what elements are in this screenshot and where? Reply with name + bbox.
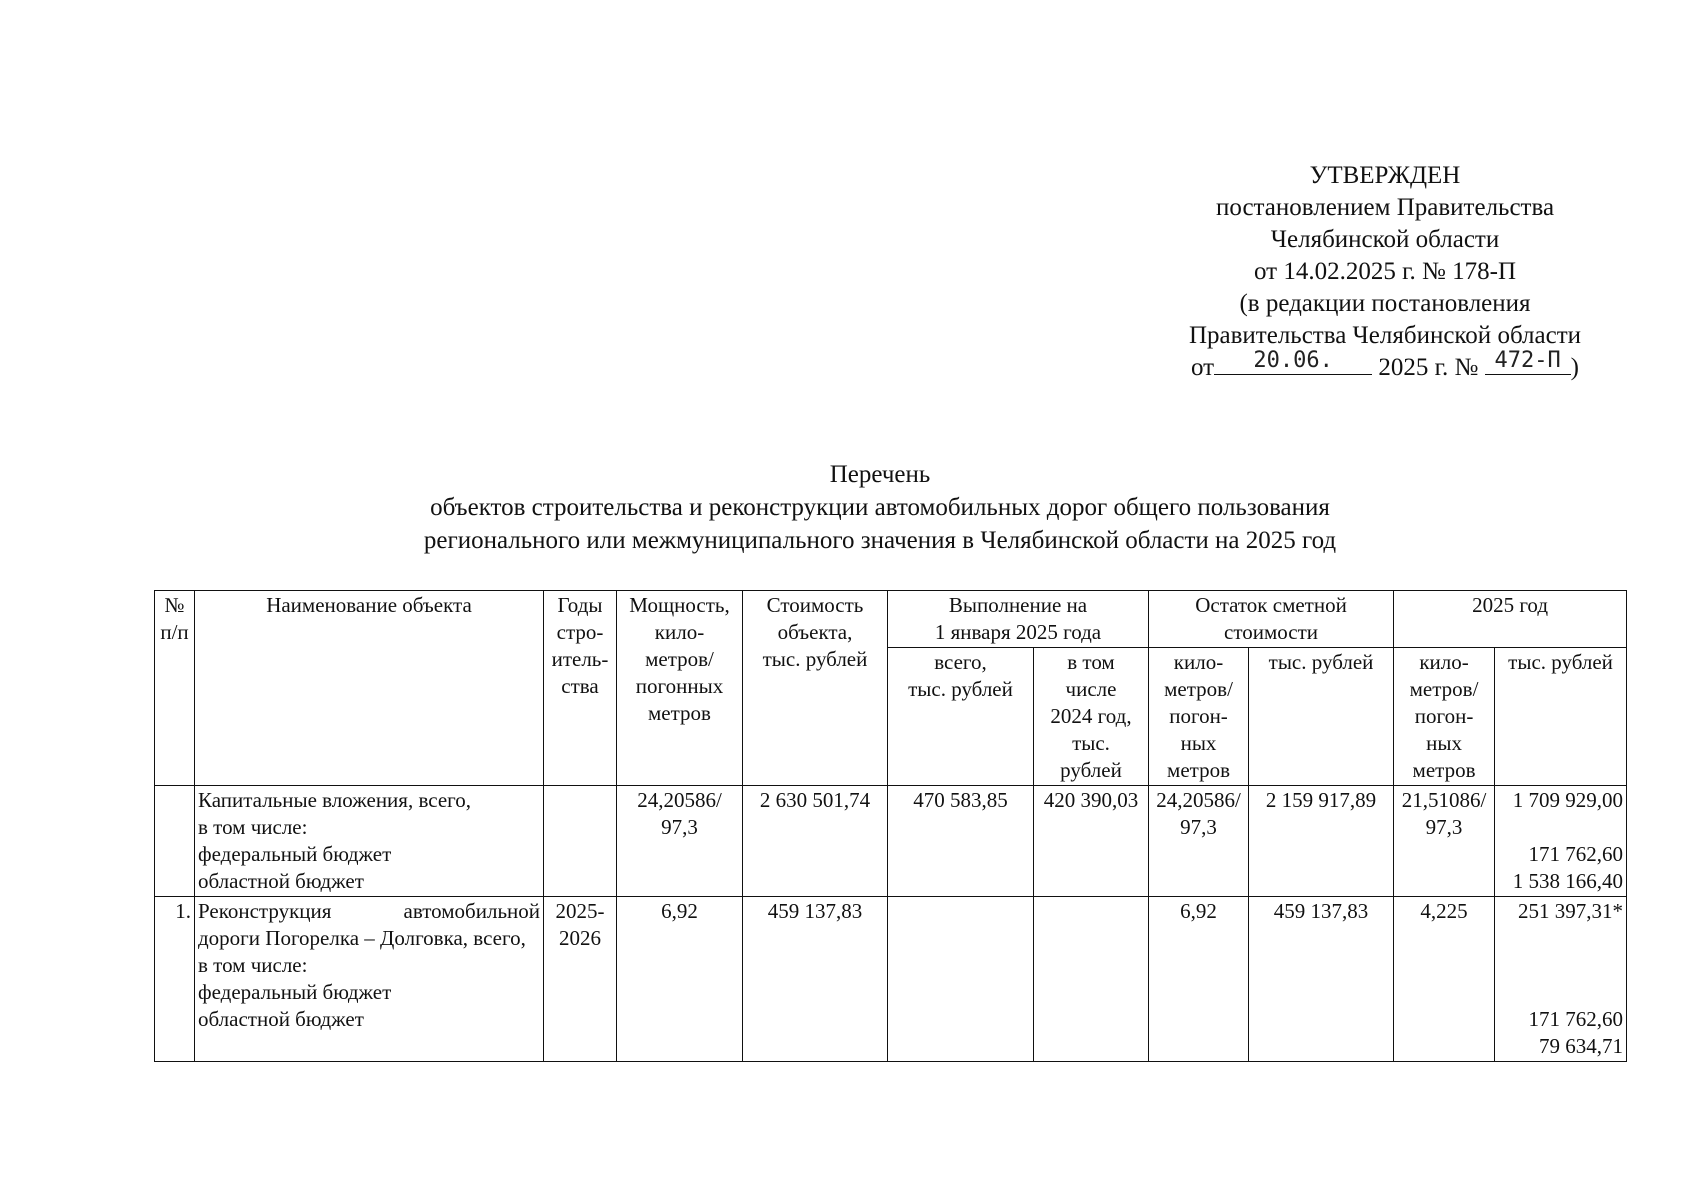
approval-line-6: Правительства Челябинской области <box>1188 322 1582 349</box>
cell-capacity: 6,92 <box>617 897 743 1062</box>
header-done-2024: в том числе 2024 год, тыс. рублей <box>1034 648 1149 786</box>
table-row <box>155 897 1627 1062</box>
cell-num: 1. <box>155 897 195 1062</box>
header-row-1 <box>155 591 1627 648</box>
approval-line-3: Челябинской области <box>1270 226 1500 253</box>
cell-remain-rub: 459 137,83 <box>1249 897 1394 1062</box>
cell-remain-km: 24,20586/ 97,3 <box>1149 786 1249 897</box>
approval-line-1: УТВЕРЖДЕН <box>1309 162 1461 189</box>
approval-line-5: (в редакции постановления <box>1239 290 1531 317</box>
header-num: № п/п <box>155 591 195 786</box>
number-blank <box>1485 348 1571 375</box>
cell-2025-km: 21,51086/ 97,3 <box>1394 786 1495 897</box>
approval-prefix: от <box>1191 354 1215 381</box>
header-years: Годы стро- итель- ства <box>544 591 617 786</box>
header-done-group: Выполнение на 1 января 2025 года <box>888 591 1149 648</box>
cell-done-total <box>888 897 1034 1062</box>
approval-middle: 2025 г. № <box>1378 354 1479 381</box>
handwritten-date: 20.06. <box>1253 348 1333 373</box>
cell-remain-km: 6,92 <box>1149 897 1249 1062</box>
cell-done-2024: 420 390,03 <box>1034 786 1149 897</box>
header-2025-group: 2025 год <box>1394 591 1627 648</box>
header-remain-km: кило- метров/ погон- ных метров <box>1149 648 1249 786</box>
cell-2025-rub: 1 709 929,00 171 762,60 1 538 166,40 <box>1495 786 1627 897</box>
title-line-1: Перечень <box>829 461 931 488</box>
cell-years: 2025- 2026 <box>544 897 617 1062</box>
document-title <box>200 458 1560 557</box>
cell-done-2024 <box>1034 897 1149 1062</box>
cell-cost: 459 137,83 <box>743 897 888 1062</box>
header-remain-rub: тыс. рублей <box>1249 648 1394 786</box>
header-capacity: Мощность, кило- метров/ погонных метров <box>617 591 743 786</box>
cell-remain-rub: 2 159 917,89 <box>1249 786 1394 897</box>
approval-block <box>1140 160 1630 384</box>
objects-table <box>154 590 1627 1062</box>
cell-capacity: 24,20586/ 97,3 <box>617 786 743 897</box>
cell-2025-rub: 251 397,31* 171 762,60 79 634,71 <box>1495 897 1627 1062</box>
approval-suffix: ) <box>1570 354 1579 381</box>
header-2025-rub: тыс. рублей <box>1495 648 1627 786</box>
approval-line-4: от 14.02.2025 г. № 178-П <box>1253 258 1516 285</box>
header-remain-group: Остаток сметной стоимости <box>1149 591 1394 648</box>
cell-years <box>544 786 617 897</box>
cell-name: Реконструкция автомобильной дороги Погорелка – Долговка, всего, в том числе: федеральный бюджет областной бюджет <box>195 897 544 1062</box>
cell-num <box>155 786 195 897</box>
header-done-total: всего, тыс. рублей <box>888 648 1034 786</box>
date-blank <box>1214 348 1372 375</box>
title-line-3: регионального или межмуниципального значения в Челябинской области на 2025 год <box>423 527 1337 554</box>
approval-line-7 <box>1140 348 1630 384</box>
handwritten-number: 472-П <box>1494 348 1561 373</box>
header-name: Наименование объекта <box>195 591 544 786</box>
header-2025-km: кило- метров/ погон- ных метров <box>1394 648 1495 786</box>
title-line-2: объектов строительства и реконструкции автомобильных дорог общего пользования <box>430 494 1330 521</box>
cell-done-total: 470 583,85 <box>888 786 1034 897</box>
table-row <box>155 786 1627 897</box>
cell-name: Капитальные вложения, всего, в том числе: федеральный бюджет областной бюджет <box>195 786 544 897</box>
approval-line-2: постановлением Правительства <box>1215 194 1555 221</box>
header-cost: Стоимость объекта, тыс. рублей <box>743 591 888 786</box>
cell-2025-km: 4,225 <box>1394 897 1495 1062</box>
cell-cost: 2 630 501,74 <box>743 786 888 897</box>
